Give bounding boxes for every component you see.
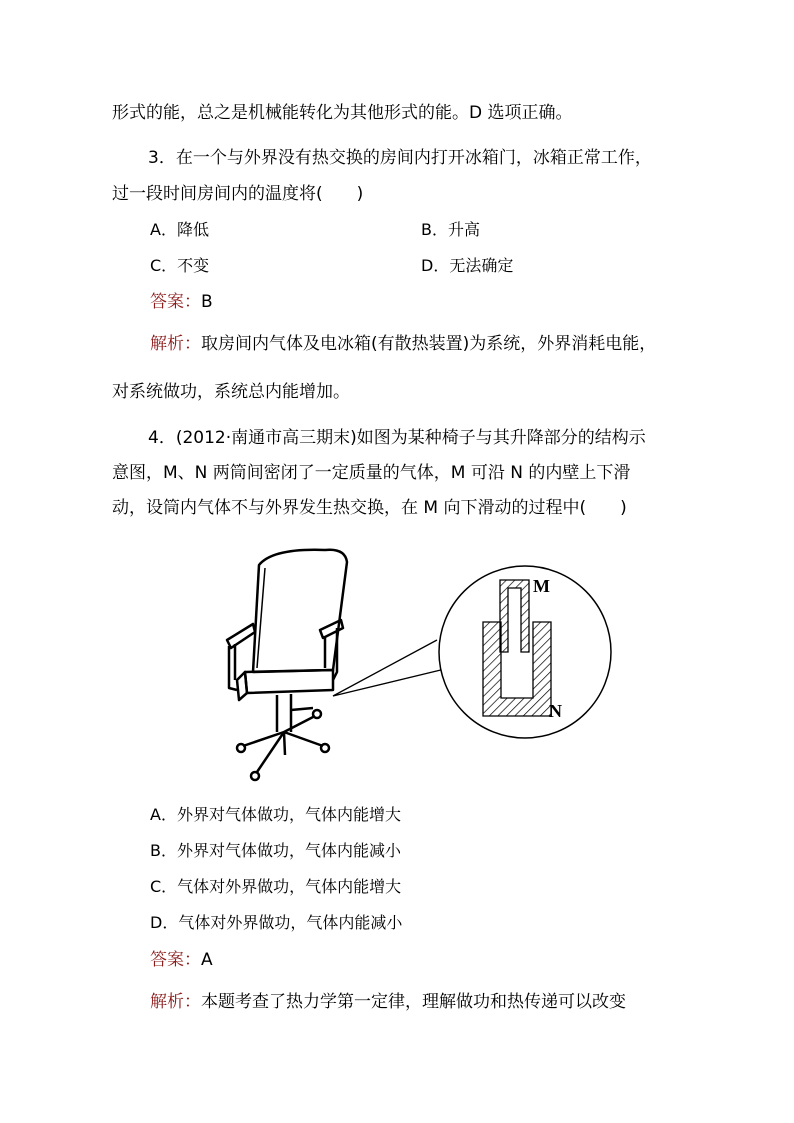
q3-answer-value: B [201, 292, 213, 312]
chair-seat [245, 670, 333, 693]
q4-option-c: C．气体对外界做功，气体内能增大 [150, 877, 402, 896]
chair-backrest [253, 550, 347, 672]
callout-pointer [333, 640, 449, 696]
chair-figure [215, 540, 615, 785]
label-n: N [549, 701, 562, 721]
q3-analysis-text: 取房间内气体及电冰箱(有散热装置)为系统，外界消耗电能， [201, 334, 657, 354]
q4-option-d: D．气体对外界做功，气体内能减小 [150, 913, 403, 932]
chair-base [243, 716, 323, 772]
q3-analysis-line2: 对系统做功，系统总内能增加。 [112, 382, 350, 402]
q4-answer [150, 948, 213, 972]
q3-answer [150, 290, 213, 314]
q4-answer-label: 答案： [150, 950, 201, 970]
q3-analysis-line1 [150, 332, 656, 356]
q4-option-a: A．外界对气体做功，气体内能增大 [150, 805, 401, 824]
label-m: M [533, 576, 550, 596]
q3-stem-line2: 过一段时间房间内的温度将( ) [112, 184, 364, 204]
q3-option-c: C．不变 [150, 256, 210, 275]
q3-option-d: D．无法确定 [421, 256, 514, 275]
q2-tail-text: 形式的能，总之是机械能转化为其他形式的能。D 选项正确。 [112, 103, 573, 123]
chair-gas-column [277, 694, 291, 732]
q3-option-b: B．升高 [421, 220, 480, 239]
q4-option-b: B．外界对气体做功，气体内能减小 [150, 841, 401, 860]
q3-stem-line1: 3．在一个与外界没有热交换的房间内打开冰箱门，冰箱正常工作， [148, 148, 652, 168]
q4-stem-line2: 意图，M、N 两筒间密闭了一定质量的气体，M 可沿 N 的内壁上下滑 [112, 463, 631, 483]
q3-option-a: A．降低 [150, 220, 209, 239]
q3-analysis-label: 解析： [150, 334, 201, 354]
q4-analysis-label: 解析： [150, 992, 201, 1012]
q3-answer-label: 答案： [150, 292, 201, 312]
q4-stem-line1: 4．(2012·南通市高三期末)如图为某种椅子与其升降部分的结构示 [148, 428, 646, 448]
q4-analysis-text: 本题考查了热力学第一定律，理解做功和热传递可以改变 [201, 992, 626, 1012]
q4-answer-value: A [201, 950, 213, 970]
chair-left-armrest [227, 624, 255, 648]
q4-analysis-line1 [150, 990, 626, 1014]
q4-stem-line3: 动，设筒内气体不与外界发生热交换，在 M 向下滑动的过程中( ) [112, 498, 627, 518]
